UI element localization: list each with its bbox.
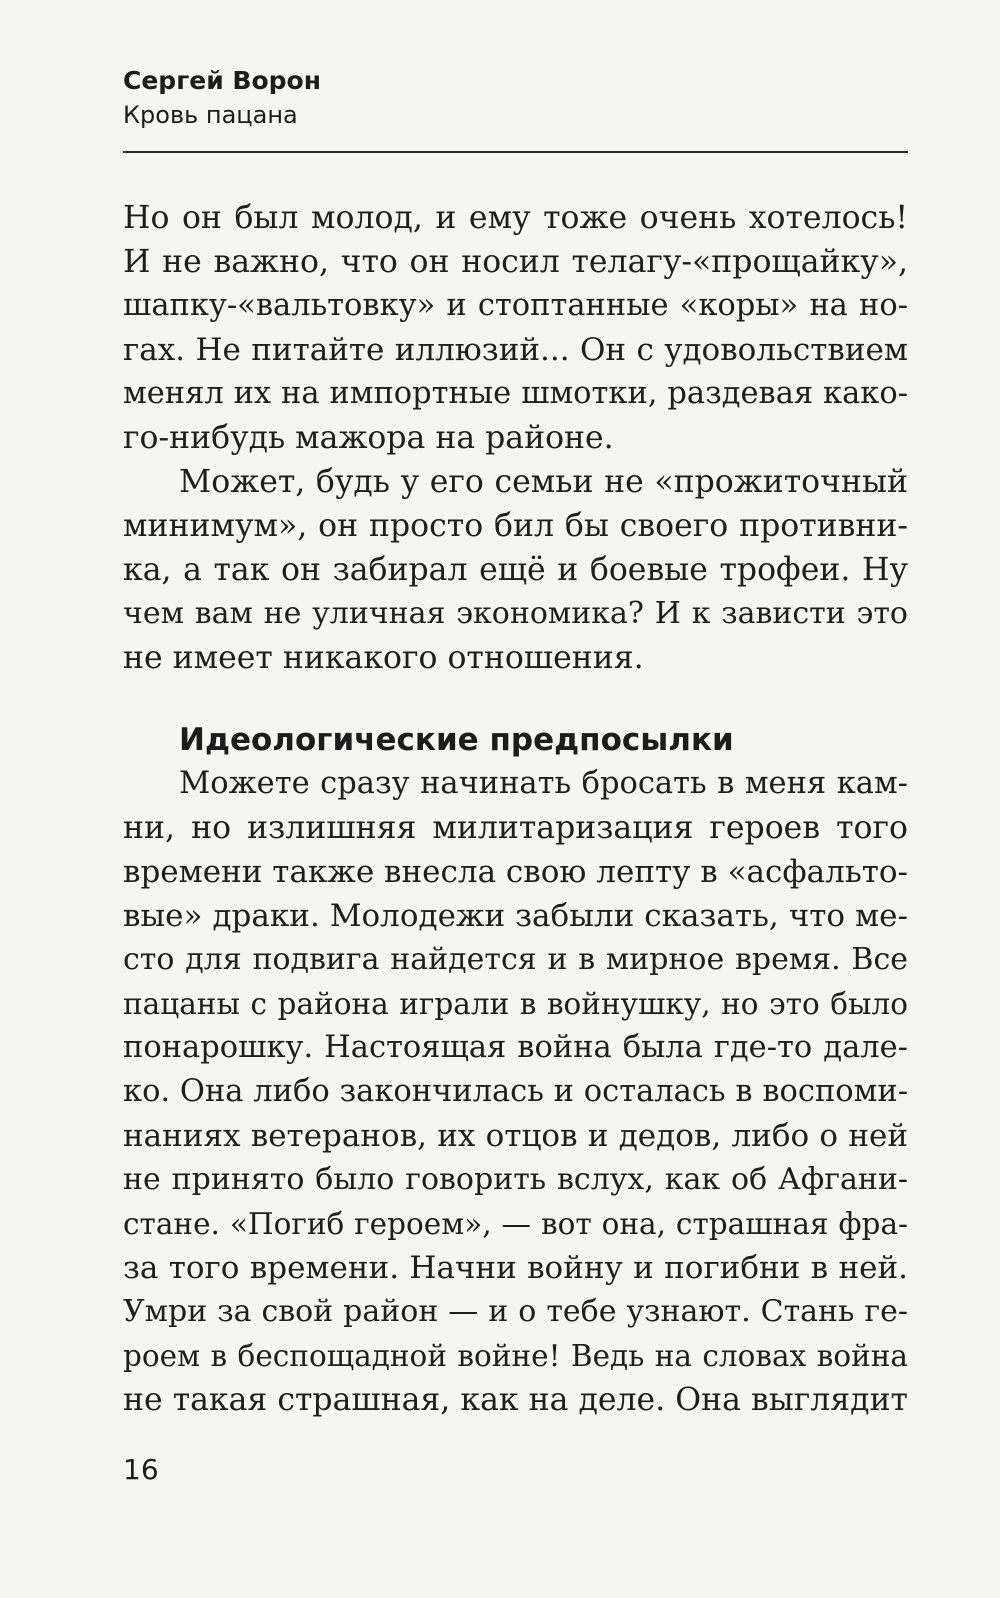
text-line: чем вам не уличная экономика? И к зависти это — [123, 596, 908, 631]
text-line: за того времени. Начни войну и погибни в ней. — [123, 1250, 908, 1286]
text-line: ни, но излишняя милитаризация героев того — [123, 810, 908, 846]
text-line: Но он был молод, и ему тоже очень хотелось! — [123, 200, 908, 236]
text-line: вые» драки. Молодежи забыли сказать, что ме- — [123, 898, 908, 934]
text-line: И не важно, что он носил телагу-«прощайку», — [123, 244, 908, 280]
text-line: менял их на импортные шмотки, раздевая како- — [123, 376, 908, 411]
text-line: го-нибудь мажора на районе. — [123, 420, 614, 456]
text-line: времени также внесла свою лепту в «асфальто- — [123, 854, 908, 890]
text-line: не такая страшная, как на деле. Она выглядит — [123, 1382, 908, 1418]
text-line: не имеет никакого отношения. — [123, 640, 644, 676]
text-line: сто для подвига найдется и в мирное время. Все — [123, 942, 908, 977]
text-line: стане. «Погиб героем», — вот она, страшная фра- — [123, 1207, 908, 1241]
text-line: роем в беспощадной войне! Ведь на словах война — [123, 1339, 908, 1373]
text-line: не принято было говорить вслух, как об Афгани- — [123, 1162, 908, 1197]
body-text — [123, 196, 908, 1422]
text-line: Может, будь у его семьи не «прожиточный — [179, 464, 908, 500]
header-rule — [123, 151, 908, 153]
text-line: шапку-«вальтовку» и стоптанные «коры» на но- — [123, 288, 908, 323]
text-line: ко. Она либо закончилась и осталась в воспоми- — [123, 1074, 908, 1109]
text-line: пацаны с района играли в войнушку, но это было — [123, 987, 908, 1021]
text-line: Умри за свой район — и о тебе узнают. Стань ге- — [123, 1294, 908, 1329]
book-title: Кровь пацана — [123, 101, 298, 129]
page-number: 16 — [123, 1453, 159, 1486]
text-line: Можете сразу начинать бросать в меня кам- — [179, 766, 908, 801]
section-heading: Идеологические предпосылки — [179, 722, 734, 758]
text-line: наниях ветеранов, их отцов и дедов, либо о ней — [123, 1118, 908, 1154]
text-line: минимум», он просто бил бы своего противни- — [123, 508, 908, 544]
author-name: Сергей Ворон — [123, 66, 322, 95]
text-line: понарошку. Настоящая война была где-то дале- — [123, 1030, 908, 1065]
text-line: ка, а так он забирал ещё и боевые трофеи. Ну — [123, 552, 908, 588]
running-header — [123, 64, 321, 132]
text-line: гах. Не питайте иллюзий... Он с удовольствием — [123, 332, 908, 368]
